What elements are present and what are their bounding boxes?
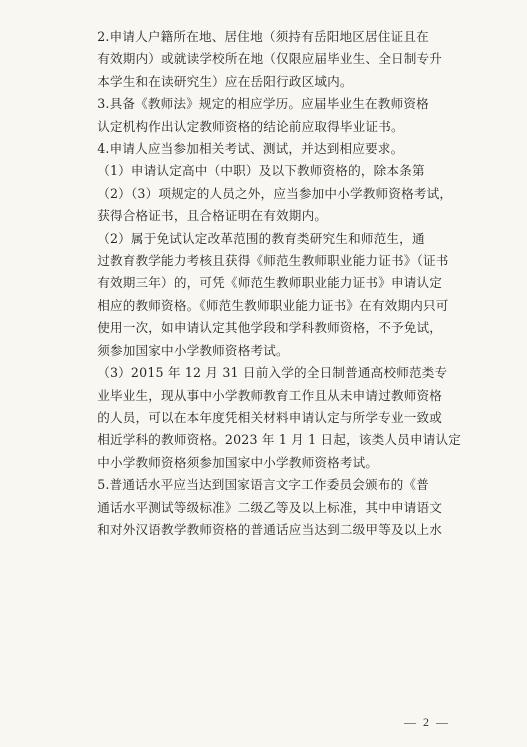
text-line: 认定机构作出认定教师资格的结论前应取得毕业证书。 (97, 118, 404, 134)
text-line: 须参加国家中小学教师资格考试。 (97, 342, 289, 358)
text-line: 使用一次，如申请认定其他学段和学科教师资格，不予免试， (97, 320, 443, 336)
requirement-mandarin (72, 474, 470, 541)
exam-rule-2 (72, 228, 470, 362)
exam-rule-1 (72, 160, 470, 227)
text-line: 业毕业生，现从事中小学教师教育工作且从未申请过教师资格 (97, 387, 443, 403)
text-line: 获得合格证书，且合格证明在有效期内。 (97, 208, 328, 224)
document-body (72, 26, 470, 541)
text-line: （3）2015 年 12 月 31 日前入学的全日制普通高校师范类专 (97, 365, 448, 381)
text-line: 相近学科的教师资格。2023 年 1 月 1 日起，该类人员申请认定 (97, 432, 462, 448)
requirement-household-registration (72, 26, 470, 93)
text-line: 通话水平测试等级标准》二级乙等及以上标准，其中申请语文 (97, 499, 443, 515)
text-line: 和对外汉语教学教师资格的普通话应当达到二级甲等及以上水 (97, 521, 443, 537)
text-line: 3.具备《教师法》规定的相应学历。应届毕业生在教师资格 (97, 96, 429, 112)
requirement-education (72, 93, 470, 138)
text-line: 相应的教师资格。《师范生教师职业能力证书》在有效期内只可 (97, 297, 449, 313)
text-line: 有效期三年）的，可凭《师范生教师职业能力证书》申请认定 (97, 275, 443, 291)
text-line: （1）申请认定高中（中职）及以下教师资格的，除本条第 (97, 163, 425, 179)
text-line: 过教育教学能力考核且获得《师范生教师职业能力证书》（证书 (97, 253, 449, 269)
exam-rule-3 (72, 362, 470, 474)
text-line: 有效期内）或就读学校所在地（仅限应届毕业生、全日制专升 (97, 51, 443, 67)
text-line: 4.申请人应当参加相关考试、测试，并达到相应要求。 (97, 141, 404, 157)
text-line: （2）属于免试认定改革范围的教育类研究生和师范生，通 (97, 230, 425, 246)
text-line: 中小学教师资格须参加国家中小学教师资格考试。 (97, 454, 379, 470)
page-number: — 2 — (404, 715, 450, 729)
text-line: 2.申请人户籍所在地、居住地（须持有岳阳地区居住证且在 (97, 29, 429, 44)
requirement-exams (72, 138, 470, 160)
text-line: 本学生和在读研究生）应在岳阳行政区域内。 (97, 73, 353, 89)
text-line: 的人员，可以在本年度凭相关材料申请认定与所学专业一致或 (97, 409, 443, 425)
text-line: 5.普通话水平应当达到国家语言文字工作委员会颁布的《普 (97, 477, 429, 493)
text-line: （2）（3）项规定的人员之外，应当参加中小学教师资格考试， (97, 185, 453, 201)
